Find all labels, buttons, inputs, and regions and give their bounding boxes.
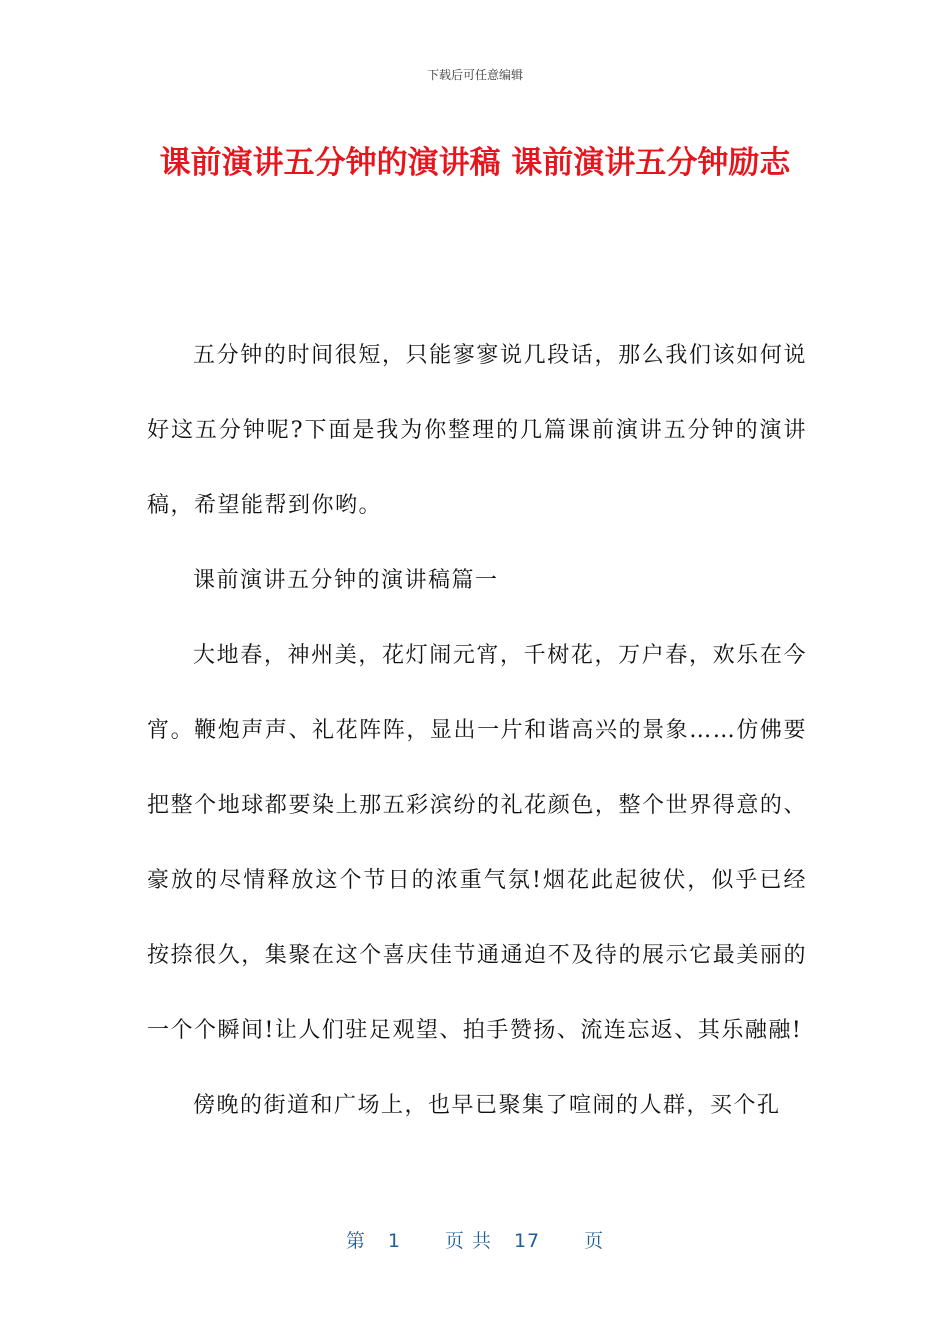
footer-middle: 页 共 — [444, 1230, 492, 1252]
document-title: 课前演讲五分钟的演讲稿 课前演讲五分钟励志 — [159, 145, 791, 181]
paragraph-intro: 五分钟的时间很短，只能寥寥说几段话，那么我们该如何说好这五分钟呢?下面是我为你整理的几篇课前演讲五分钟的演讲稿，希望能帮到你哟。 — [147, 343, 807, 518]
paragraph-speech-2: 傍晚的街道和广场上，也早已聚集了喧闹的人群，买个孔 — [193, 1093, 781, 1118]
footer-current-page: 1 — [387, 1230, 401, 1252]
page-footer — [0, 1226, 950, 1253]
paragraph-speech-1: 大地春，神州美，花灯闹元宵，千树花，万户春，欢乐在今宵。鞭炮声声、礼花阵阵，显出一片和谐高兴的景象……仿佛要把整个地球都要染上那五彩滨纷的礼花颜色，整个世界得意的、豪放的尽情释放这个节日的浓重气氛!烟花此起彼伏，似乎已经按捺很久，集聚在这个喜庆佳节通通迫不及待的展示它最美丽的一个个瞬间!让人们驻足观望、拍手赞扬、流连忘返、其乐融融! — [147, 643, 807, 1043]
footer-total-pages: 17 — [513, 1230, 541, 1252]
footer-prefix: 第 — [345, 1230, 366, 1252]
paragraph-section-heading: 课前演讲五分钟的演讲稿篇一 — [193, 568, 499, 593]
footer-suffix: 页 — [584, 1230, 605, 1252]
header-note: 下载后可任意编辑 — [426, 68, 523, 82]
document-body — [147, 318, 807, 1143]
